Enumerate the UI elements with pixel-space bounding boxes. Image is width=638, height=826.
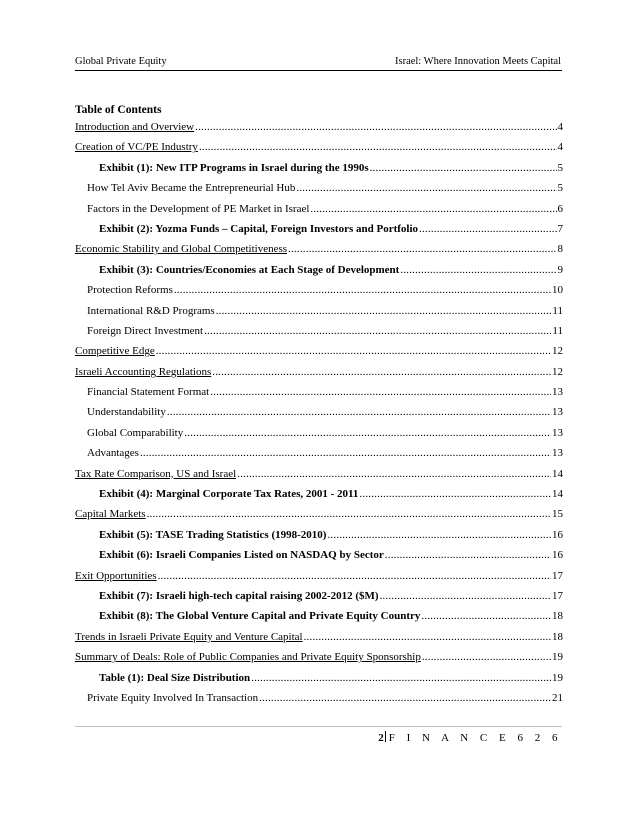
toc-dot-leader: [212, 362, 551, 382]
toc-entry: [75, 688, 563, 708]
toc-entry-text: Exhibit (8): The Global Venture Capital and Private Equity Country: [99, 610, 421, 623]
toc-entry-text[interactable]: Summary of Deals: Role of Public Companies and Private Equity Sponsorship: [75, 651, 421, 664]
toc-dot-leader: [195, 117, 556, 137]
toc-page-number: 21: [552, 691, 563, 704]
page-footer: [378, 731, 562, 744]
toc-page-number: 18: [552, 630, 563, 643]
toc-entry-text: Exhibit (7): Israeli high-tech capital raising 2002-2012 ($M): [99, 589, 379, 602]
toc-dot-leader: [184, 423, 551, 443]
toc-page-number: 7: [557, 222, 563, 235]
toc-entry-text[interactable]: Creation of VC/PE Industry: [75, 141, 198, 154]
toc-entry-text: Exhibit (1): New ITP Programs in Israel during the 1990s: [99, 161, 369, 174]
toc-dot-leader: [400, 260, 556, 280]
toc-page-number: 5: [557, 161, 563, 174]
toc-dot-leader: [140, 443, 551, 463]
toc-entry-text: Factors in the Development of PE Market in Israel: [87, 202, 310, 215]
toc-entry: [75, 158, 563, 178]
toc-dot-leader: [304, 627, 551, 647]
toc-entry: [75, 443, 563, 463]
toc-entry-text[interactable]: Introduction and Overview: [75, 121, 195, 133]
toc-entry[interactable]: [75, 137, 563, 157]
toc-entry-text: Exhibit (4): Marginal Corporate Tax Rates, 2001 - 2011: [99, 488, 359, 501]
toc-page-number: 4: [557, 121, 563, 133]
toc-entry: [75, 606, 563, 626]
toc-page-number: 8: [557, 243, 563, 256]
toc-entry: [75, 402, 563, 422]
toc-entry[interactable]: [75, 464, 563, 484]
toc-page-number: 14: [552, 488, 563, 501]
toc-title: Table of Contents: [75, 104, 162, 116]
toc-dot-leader: [422, 647, 551, 667]
toc-dot-leader: [288, 239, 556, 259]
toc-page-number: 5: [557, 182, 563, 195]
toc-entry: [75, 668, 563, 688]
toc-page-number: 9: [557, 263, 563, 276]
toc-page-number: 19: [552, 671, 563, 684]
toc-page-number: 13: [552, 386, 563, 399]
toc-entry: [75, 423, 563, 443]
toc-dot-leader: [310, 199, 556, 219]
toc-dot-leader: [421, 606, 551, 626]
toc-dot-leader: [156, 341, 551, 361]
toc-dot-leader: [204, 321, 551, 341]
toc-page-number: 13: [552, 447, 563, 460]
toc-dot-leader: [216, 301, 552, 321]
toc-entry-text: Exhibit (2): Yozma Funds – Capital, Foreign Investors and Portfolio: [99, 222, 419, 235]
toc-entry-text: Financial Statement Format: [87, 386, 210, 399]
toc-entry: [75, 484, 563, 504]
toc-entry-text[interactable]: Trends in Israeli Private Equity and Venture Capital: [75, 630, 303, 643]
footer-separator: [385, 731, 386, 742]
toc-entry-text[interactable]: Competitive Edge: [75, 345, 155, 358]
toc-entry-text[interactable]: Capital Markets: [75, 508, 146, 521]
toc-entry: [75, 199, 563, 219]
toc-dot-leader: [385, 545, 551, 565]
toc-page-number: 16: [552, 528, 563, 541]
toc-dot-leader: [174, 280, 551, 300]
toc-page-number: 14: [552, 467, 563, 480]
toc-list: [75, 117, 563, 708]
toc-entry[interactable]: [75, 341, 563, 361]
toc-entry-text: Exhibit (3): Countries/Economies at Each Stage of Development: [99, 263, 400, 276]
page-number: 2: [378, 732, 384, 744]
toc-entry: [75, 219, 563, 239]
toc-entry-text[interactable]: Israeli Accounting Regulations: [75, 365, 212, 378]
toc-entry-text: Exhibit (6): Israeli Companies Listed on NASDAQ by Sector: [99, 549, 384, 562]
toc-dot-leader: [259, 688, 551, 708]
toc-page-number: 6: [557, 202, 563, 215]
toc-entry-text: Understandability: [87, 406, 166, 419]
toc-entry: [75, 280, 563, 300]
toc-page-number: 10: [552, 284, 563, 297]
toc-dot-leader: [147, 504, 551, 524]
toc-dot-leader: [296, 178, 556, 198]
toc-dot-leader: [380, 586, 551, 606]
toc-entry-text: Private Equity Involved In Transaction: [87, 691, 259, 704]
toc-entry-text: Protection Reforms: [87, 284, 173, 297]
toc-entry-text[interactable]: Economic Stability and Global Competitiveness: [75, 243, 288, 256]
toc-entry-text: Advantages: [87, 447, 139, 460]
toc-entry[interactable]: [75, 362, 563, 382]
toc-page-number: 19: [552, 651, 563, 664]
toc-entry[interactable]: [75, 239, 563, 259]
toc-page-number: 15: [552, 508, 563, 521]
toc-dot-leader: [327, 525, 551, 545]
toc-dot-leader: [370, 158, 557, 178]
toc-page-number: 18: [552, 610, 563, 623]
toc-page-number: 11: [552, 304, 563, 317]
course-label: F I N A N C E 6 2 6: [388, 732, 562, 744]
toc-entry[interactable]: [75, 117, 563, 137]
toc-entry[interactable]: [75, 504, 563, 524]
toc-dot-leader: [237, 464, 551, 484]
toc-entry: [75, 586, 563, 606]
toc-dot-leader: [199, 137, 557, 157]
toc-entry: [75, 545, 563, 565]
toc-entry-text: How Tel Aviv Became the Entrepreneurial Hub: [87, 182, 296, 195]
toc-dot-leader: [359, 484, 551, 504]
toc-page-number: 12: [552, 365, 563, 378]
toc-entry-text: Exhibit (5): TASE Trading Statistics (1998-2010): [99, 528, 327, 541]
toc-dot-leader: [210, 382, 551, 402]
header-right-title: Israel: Where Innovation Meets Capital: [394, 56, 561, 67]
toc-entry[interactable]: [75, 627, 563, 647]
toc-entry[interactable]: [75, 566, 563, 586]
toc-entry: [75, 321, 563, 341]
toc-entry: [75, 525, 563, 545]
toc-dot-leader: [251, 668, 551, 688]
header-rule: [75, 70, 562, 71]
toc-page-number: 4: [557, 141, 563, 154]
toc-entry-text: Global Comparability: [87, 426, 184, 439]
toc-entry-text: International R&D Programs: [87, 304, 215, 317]
toc-page-number: 12: [552, 345, 563, 358]
toc-dot-leader: [158, 566, 551, 586]
toc-dot-leader: [419, 219, 556, 239]
toc-entry-text: Foreign Direct Investment: [87, 324, 204, 337]
toc-page-number: 11: [552, 324, 563, 337]
toc-entry: [75, 301, 563, 321]
toc-entry: [75, 178, 563, 198]
toc-entry[interactable]: [75, 647, 563, 667]
footer-rule: [75, 726, 562, 727]
toc-entry-text[interactable]: Tax Rate Comparison, US and Israel: [75, 467, 237, 480]
toc-entry-text: Table (1): Deal Size Distribution: [99, 671, 251, 684]
header-left-title: Global Private Equity: [75, 56, 167, 67]
toc-page-number: 16: [552, 549, 563, 562]
toc-entry-text[interactable]: Exit Opportunities: [75, 569, 157, 582]
toc-page-number: 17: [552, 569, 563, 582]
toc-page-number: 13: [552, 426, 563, 439]
toc-dot-leader: [167, 402, 551, 422]
toc-page-number: 13: [552, 406, 563, 419]
toc-entry: [75, 260, 563, 280]
toc-entry: [75, 382, 563, 402]
toc-page-number: 17: [552, 589, 563, 602]
